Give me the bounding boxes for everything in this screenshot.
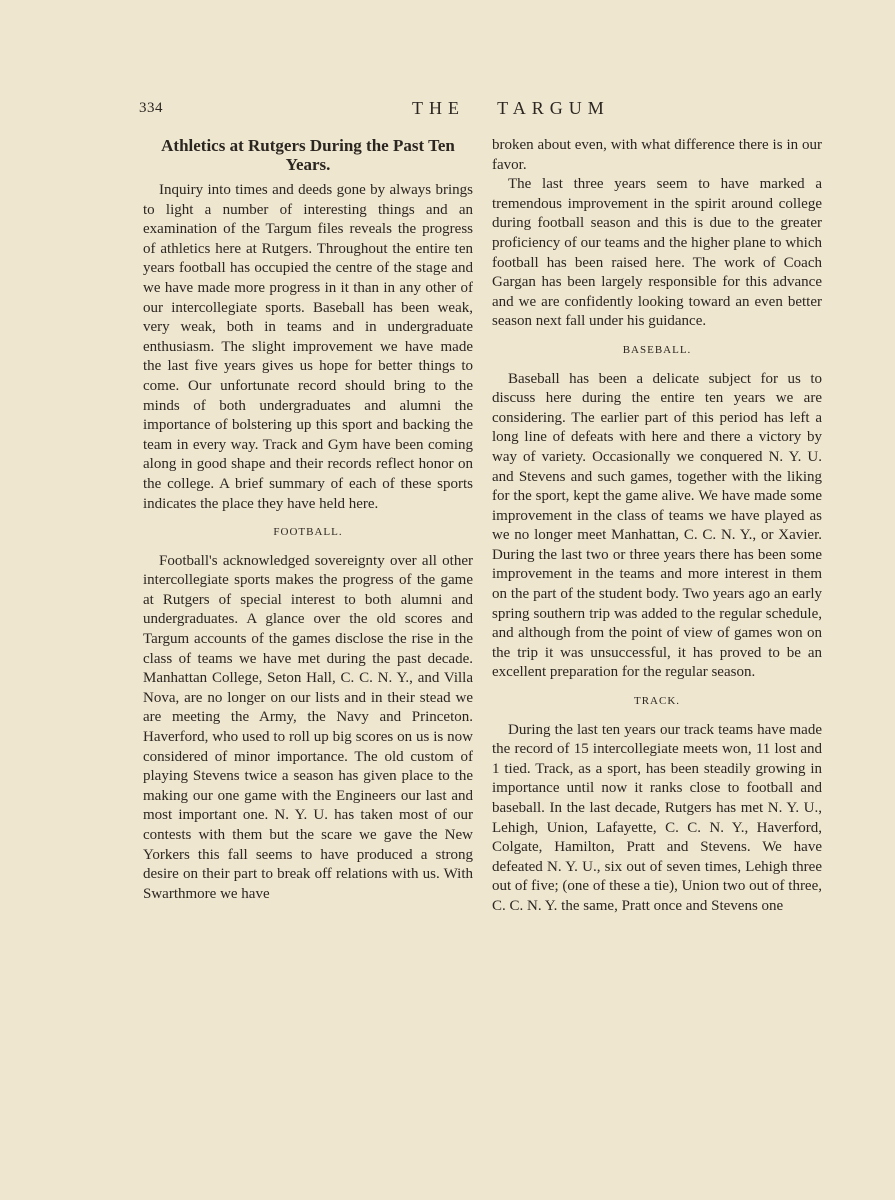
left-column <box>143 136 473 904</box>
baseball-heading: BASEBALL. <box>622 343 692 356</box>
football-paragraph-continued: broken about even, with what difference there is in our favor. <box>492 137 822 173</box>
track-paragraph: During the last ten years our track teams have made the record of 15 intercollegiate meets won, 11 lost and 1 tied. Track, as a sport, has been steadily growing in importance until now it ranks close to football and baseball. In the last decade, Rutgers has met N. Y. U., Lehigh, Union, Lafayette, C. C. N. Y., Haverford, Colgate, Hamilton, Pratt and Stevens. We have defeated N. Y. U., six out of seven times, Lehigh three out of five; (one of these a tie), Union two out of three, C. C. N. Y. the same, Pratt once and Stevens one <box>492 721 822 914</box>
football-paragraph-2: The last three years seem to have marked a tremendous improvement in the spirit around college during football season and this is due to the greater proficiency of our teams and the higher plane to which football has been raised here. The work of Coach Gargan has been largely responsible for this advance and we are confidently looking toward an even better season next fall under his guidance. <box>492 176 822 330</box>
football-heading: FOOTBALL. <box>273 526 343 539</box>
baseball-paragraph: Baseball has been a delicate subject for us to discuss here during the entire ten years we are considering. The earlier part of this period has left a long line of defeats with here and there a victory by way of variety. Occasionally we conquered N. Y. U. and Stevens and such games, together with the liking for the sport, kept the game alive. We have made some improvement in the class of teams we have played as we no longer meet Manhattan, C. C. N. Y., or Xavier. During the last two or three years there has been some improvement in the teams and more interest in them on the part of the student body. Two years ago an early spring southern trip was added to the regular schedule, and although from the point of view of games won on the trip it was unsuccessful, it has proved to be an excellent preparation for the regular season. <box>492 370 822 681</box>
right-column <box>492 136 822 917</box>
track-heading: TRACK. <box>633 695 681 708</box>
running-title: THE TARGUM <box>412 98 610 118</box>
page-number: 334 <box>139 100 163 116</box>
article-title: Athletics at Rutgers During the Past Ten Years. <box>161 136 455 174</box>
intro-paragraph: Inquiry into times and deeds gone by always brings to light a number of interesting things and an examination of the Targum files reveals the progress of athletics here at Rutgers. Throughout the entire ten years football has occupied the centre of the stage and we have made more progress in it than in any other of our intercollegiate sports. Baseball has been weak, very weak, both in teams and in undergraduate enthusiasm. The slight improvement we have made the last five years gives us hope for better things to come. Our unfortunate record should bring to the minds of both undergraduates and alumni the importance of bolstering up this sport and backing the team in every way. Track and Gym have been coming along in good shape and their records reflect honor on the college. A brief summary of each of these sports indicates the place they have held here. <box>143 182 473 512</box>
football-paragraph: Football's acknowledged sovereignty over all other intercollegiate sports makes the progress of the game at Rutgers of special interest to both alumni and undergraduates. A glance over the old scores and Targum accounts of the games disclose the rise in the class of teams we have met during the past decade. Manhattan College, Seton Hall, C. C. N. Y., and Villa Nova, are no longer on our lists and in their stead we are meeting the Army, the Navy and Princeton. Haverford, who used to roll up big scores on us is now considered of minor importance. The old custom of playing Stevens twice a season has given place to the making our one game with the Engineers our last and most important one. N. Y. U. has taken most of our contests with them but the scare we gave the New Yorkers this fall seems to have produced a strong desire on their part to break off relations with us. With Swarthmore we have <box>143 552 473 902</box>
